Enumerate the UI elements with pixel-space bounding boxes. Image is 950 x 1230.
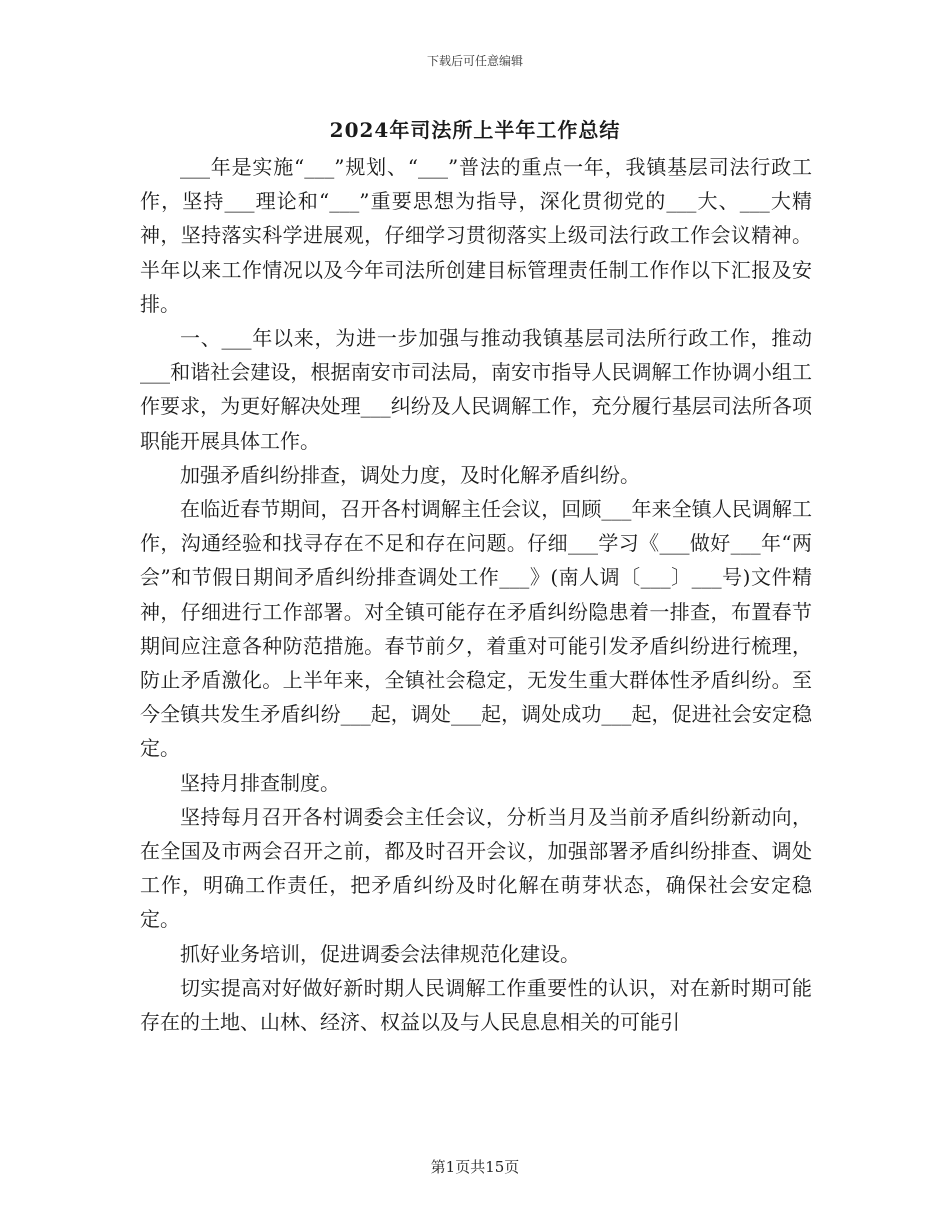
document-title: 2024年司法所上半年工作总结	[329, 118, 621, 142]
section-heading: 抓好业务培训，促进调委会法律规范化建设。	[180, 941, 580, 966]
paragraph: 一、___年以来，为进一步加强与推动我镇基层司法所行政工作，推动___和谐社会建设，根据南安市司法局，南安市指导人民调解工作协调小组工作要求，为更好解决处理___纠纷及人民调解工作，充分履行基层司法所各项职能开展具体工作。	[140, 326, 812, 453]
paragraph: 在临近春节期间，召开各村调解主任会议，回顾___年来全镇人民调解工作，沟通经验和找寻存在不足和存在问题。仔细___学习《___做好___年“两会”和节假日期间矛盾纠纷排查调处工作___》(南人调〔___〕___号)文件精神，仔细进行工作部署。对全镇可能存在矛盾纠纷隐患着一排查，布置春节期间应注意各种防范措施。春节前夕，着重对可能引发矛盾纠纷进行梳理，防止矛盾激化。上半年来，全镇社会稳定，无发生重大群体性矛盾纠纷。至今全镇共发生矛盾纠纷___起，调处___起，调处成功___起，促进社会安定稳定。	[140, 497, 812, 761]
paragraph: ___年是实施“___”规划、“___”普法的重点一年，我镇基层司法行政工作，坚持___理论和“___”重要思想为指导，深化贯彻党的___大、___大精神，坚持落实科学进展观，仔细学习贯彻落实上级司法行政工作会议精神。半年以来工作情况以及今年司法所创建目标管理责任制工作作以下汇报及安排。	[140, 155, 812, 316]
section-heading: 加强矛盾纠纷排查，调处力度，及时化解矛盾纠纷。	[180, 462, 640, 487]
header-note: 下载后可任意编辑	[426, 54, 523, 68]
document-body	[140, 150, 812, 1039]
paragraph: 切实提高对好做好新时期人民调解工作重要性的认识，对在新时期可能存在的土地、山林、经济、权益以及与人民息息相关的可能引	[140, 975, 812, 1035]
paragraph: 坚持每月召开各村调委会主任会议，分析当月及当前矛盾纠纷新动向，在全国及市两会召开之前，都及时召开会议，加强部署矛盾纠纷排查、调处工作，明确工作责任，把矛盾纠纷及时化解在萌芽状态，确保社会安定稳定。	[140, 804, 812, 932]
page-number: 第1页共15页	[430, 1158, 520, 1176]
section-heading: 坚持月排查制度。	[180, 770, 340, 795]
